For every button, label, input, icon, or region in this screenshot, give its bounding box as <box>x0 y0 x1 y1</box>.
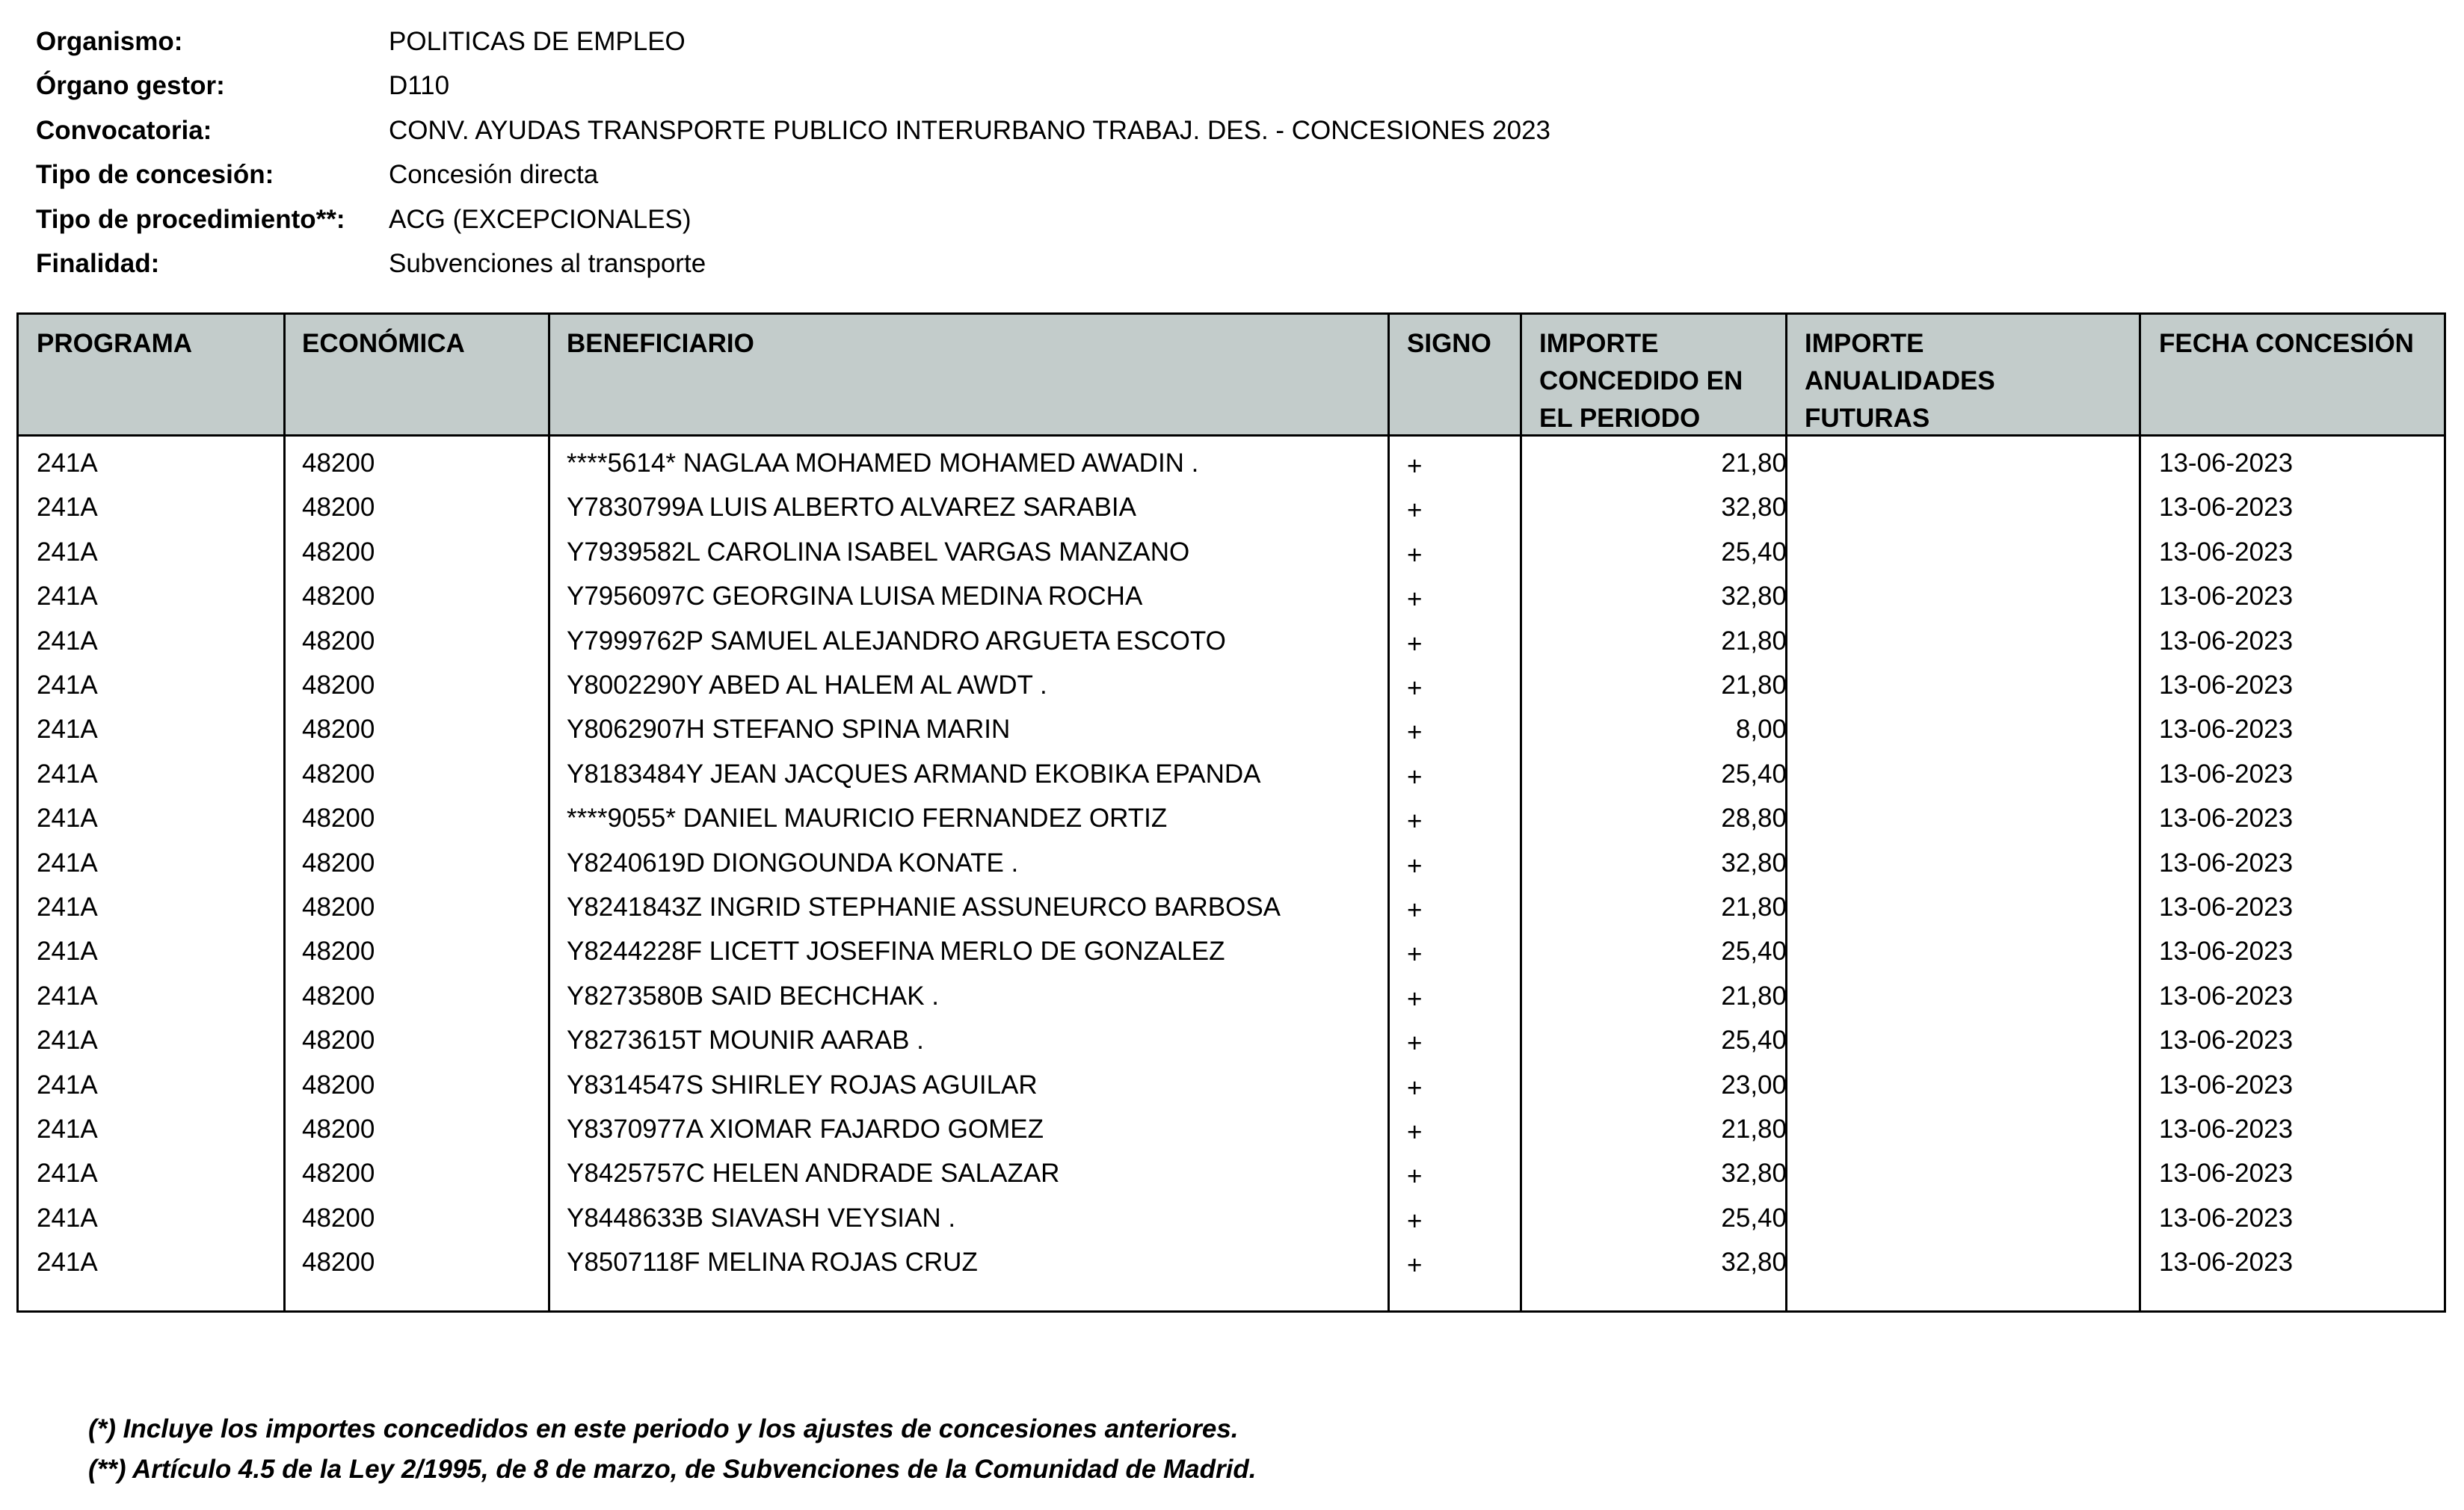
cell-economica: 48200 <box>302 1203 375 1233</box>
cell-fecha: 13-06-2023 <box>2159 537 2294 567</box>
cell-programa: 241A <box>37 1026 98 1056</box>
cell-economica: 48200 <box>302 893 375 922</box>
cell-beneficiario: ****5614* NAGLAA MOHAMED MOHAMED AWADIN . <box>567 449 1199 478</box>
cell-importe: 32,80 <box>1721 493 1787 523</box>
cell-programa: 241A <box>37 1248 98 1278</box>
header-line: CONCEDIDO EN <box>1539 366 1743 395</box>
cell-importe: 28,80 <box>1721 804 1787 833</box>
cell-fecha: 13-06-2023 <box>2159 759 2294 789</box>
cell-importe: 21,80 <box>1721 981 1787 1011</box>
table-header <box>19 315 2444 437</box>
cell-anualidades <box>1805 663 2134 707</box>
cell-programa: 241A <box>37 537 98 567</box>
cell-beneficiario: ****9055* DANIEL MAURICIO FERNANDEZ ORTIZ <box>567 804 1168 833</box>
cell-programa: 241A <box>37 493 98 523</box>
cell-programa: 241A <box>37 848 98 878</box>
cell-anualidades <box>1805 885 2134 929</box>
cell-beneficiario: Y8507118F MELINA ROJAS CRUZ <box>567 1248 978 1278</box>
cell-fecha: 13-06-2023 <box>2159 493 2294 523</box>
cell-beneficiario: Y8448633B SIAVASH VEYSIAN . <box>567 1203 956 1233</box>
cell-anualidades <box>1805 841 2134 885</box>
cell-beneficiario: Y8370977A XIOMAR FAJARDO GOMEZ <box>567 1115 1044 1144</box>
cell-programa: 241A <box>37 449 98 478</box>
cell-anualidades <box>1805 530 2134 574</box>
cell-economica: 48200 <box>302 848 375 878</box>
cell-anualidades <box>1805 1240 2134 1284</box>
cell-importe: 21,80 <box>1721 893 1787 922</box>
meta-label: Organismo: <box>36 26 183 56</box>
cell-signo: + <box>1407 1073 1423 1103</box>
cell-economica: 48200 <box>302 671 375 700</box>
meta-row-organismo <box>36 19 1550 64</box>
meta-row-tipo-procedimiento <box>36 197 1550 242</box>
cell-fecha: 13-06-2023 <box>2159 1203 2294 1233</box>
cell-signo: + <box>1407 540 1423 570</box>
cell-importe: 32,80 <box>1721 848 1787 878</box>
meta-label: Tipo de concesión: <box>36 160 274 190</box>
cell-signo: + <box>1407 984 1423 1014</box>
cell-beneficiario: Y8273580B SAID BECHCHAK . <box>567 981 940 1011</box>
cell-economica: 48200 <box>302 1159 375 1189</box>
cell-fecha: 13-06-2023 <box>2159 671 2294 700</box>
header-line: FUTURAS <box>1805 404 1930 433</box>
cell-importe: 25,40 <box>1721 759 1787 789</box>
col-header-importe-anualidades <box>1805 325 1995 437</box>
cell-economica: 48200 <box>302 626 375 656</box>
table-row <box>19 707 2444 751</box>
cell-importe: 32,80 <box>1721 1248 1787 1278</box>
cell-fecha: 13-06-2023 <box>2159 1248 2294 1278</box>
cell-beneficiario: Y8241843Z INGRID STEPHANIE ASSUNEURCO BARBOSA <box>567 893 1281 922</box>
cell-anualidades <box>1805 1196 2134 1240</box>
cell-anualidades <box>1805 485 2134 529</box>
cell-programa: 241A <box>37 715 98 745</box>
cell-economica: 48200 <box>302 582 375 611</box>
cell-anualidades <box>1805 574 2134 618</box>
table-row <box>19 841 2444 885</box>
cell-programa: 241A <box>37 1203 98 1233</box>
cell-signo: + <box>1407 1029 1423 1058</box>
meta-value: Concesión directa <box>389 160 599 190</box>
cell-beneficiario: Y8244228F LICETT JOSEFINA MERLO DE GONZALEZ <box>567 937 1225 967</box>
cell-anualidades <box>1805 619 2134 663</box>
cell-signo: + <box>1407 940 1423 970</box>
cell-economica: 48200 <box>302 1070 375 1100</box>
cell-economica: 48200 <box>302 981 375 1011</box>
table-row <box>19 929 2444 973</box>
cell-fecha: 13-06-2023 <box>2159 893 2294 922</box>
meta-row-organo-gestor <box>36 64 1550 109</box>
col-header-beneficiario: BENEFICIARIO <box>567 329 754 358</box>
cell-importe: 8,00 <box>1735 715 1787 745</box>
cell-anualidades <box>1805 974 2134 1018</box>
cell-programa: 241A <box>37 582 98 611</box>
table-row <box>19 885 2444 929</box>
cell-signo: + <box>1407 629 1423 659</box>
cell-importe: 23,00 <box>1721 1070 1787 1100</box>
cell-anualidades <box>1805 707 2134 751</box>
cell-programa: 241A <box>37 759 98 789</box>
cell-importe: 25,40 <box>1721 1203 1787 1233</box>
cell-anualidades <box>1805 929 2134 973</box>
table-row <box>19 441 2444 485</box>
cell-fecha: 13-06-2023 <box>2159 848 2294 878</box>
cell-beneficiario: Y7999762P SAMUEL ALEJANDRO ARGUETA ESCOTO <box>567 626 1226 656</box>
table-row <box>19 974 2444 1018</box>
cell-fecha: 13-06-2023 <box>2159 1159 2294 1189</box>
cell-fecha: 13-06-2023 <box>2159 626 2294 656</box>
meta-value: POLITICAS DE EMPLEO <box>389 26 686 56</box>
cell-economica: 48200 <box>302 715 375 745</box>
cell-fecha: 13-06-2023 <box>2159 937 2294 967</box>
cell-fecha: 13-06-2023 <box>2159 981 2294 1011</box>
cell-beneficiario: Y7956097C GEORGINA LUISA MEDINA ROCHA <box>567 582 1143 611</box>
col-header-fecha-concesion: FECHA CONCESIÓN <box>2159 329 2414 358</box>
cell-beneficiario: Y8273615T MOUNIR AARAB . <box>567 1026 924 1056</box>
cell-programa: 241A <box>37 937 98 967</box>
cell-signo: + <box>1407 1206 1423 1236</box>
cell-importe: 25,40 <box>1721 937 1787 967</box>
table-row <box>19 530 2444 574</box>
table-row <box>19 1151 2444 1195</box>
cell-programa: 241A <box>37 1115 98 1144</box>
table-row <box>19 752 2444 796</box>
cell-signo: + <box>1407 1251 1423 1281</box>
meta-row-tipo-concesion <box>36 153 1550 198</box>
cell-beneficiario: Y8314547S SHIRLEY ROJAS AGUILAR <box>567 1070 1038 1100</box>
cell-signo: + <box>1407 585 1423 614</box>
cell-anualidades <box>1805 441 2134 485</box>
cell-beneficiario: Y8240619D DIONGOUNDA KONATE . <box>567 848 1019 878</box>
cell-signo: + <box>1407 1118 1423 1147</box>
cell-signo: + <box>1407 452 1423 481</box>
col-header-economica: ECONÓMICA <box>302 329 465 358</box>
cell-fecha: 13-06-2023 <box>2159 1115 2294 1144</box>
cell-signo: + <box>1407 896 1423 925</box>
cell-importe: 21,80 <box>1721 626 1787 656</box>
cell-programa: 241A <box>37 804 98 833</box>
meta-row-finalidad <box>36 242 1550 287</box>
cell-economica: 48200 <box>302 937 375 967</box>
table-row <box>19 485 2444 529</box>
cell-importe: 32,80 <box>1721 1159 1787 1189</box>
cell-fecha: 13-06-2023 <box>2159 804 2294 833</box>
cell-fecha: 13-06-2023 <box>2159 1070 2294 1100</box>
cell-anualidades <box>1805 1107 2134 1151</box>
table-row <box>19 796 2444 840</box>
cell-anualidades <box>1805 752 2134 796</box>
meta-value: CONV. AYUDAS TRANSPORTE PUBLICO INTERURBANO TRABAJ. DES. - CONCESIONES 2023 <box>389 115 1551 145</box>
cell-programa: 241A <box>37 1070 98 1100</box>
cell-programa: 241A <box>37 671 98 700</box>
concessions-table <box>16 312 2446 1313</box>
cell-anualidades <box>1805 796 2134 840</box>
cell-programa: 241A <box>37 626 98 656</box>
cell-signo: + <box>1407 762 1423 792</box>
cell-fecha: 13-06-2023 <box>2159 1026 2294 1056</box>
cell-beneficiario: Y8183484Y JEAN JACQUES ARMAND EKOBIKA EPANDA <box>567 759 1261 789</box>
cell-economica: 48200 <box>302 1115 375 1144</box>
cell-beneficiario: Y8425757C HELEN ANDRADE SALAZAR <box>567 1159 1060 1189</box>
meta-label: Convocatoria: <box>36 115 212 145</box>
meta-label: Órgano gestor: <box>36 71 225 101</box>
cell-beneficiario: Y7939582L CAROLINA ISABEL VARGAS MANZANO <box>567 537 1190 567</box>
table-row <box>19 1107 2444 1151</box>
cell-anualidades <box>1805 1018 2134 1062</box>
footnote-articulo: (**) Artículo 4.5 de la Ley 2/1995, de 8 de marzo, de Subvenciones de la Comunidad de Madrid. <box>88 1455 1257 1484</box>
cell-beneficiario: Y7830799A LUIS ALBERTO ALVAREZ SARABIA <box>567 493 1137 523</box>
table-row <box>19 619 2444 663</box>
cell-importe: 21,80 <box>1721 671 1787 700</box>
cell-economica: 48200 <box>302 449 375 478</box>
cell-importe: 25,40 <box>1721 537 1787 567</box>
cell-fecha: 13-06-2023 <box>2159 449 2294 478</box>
cell-fecha: 13-06-2023 <box>2159 582 2294 611</box>
header-line: IMPORTE <box>1539 329 1659 358</box>
cell-economica: 48200 <box>302 1248 375 1278</box>
cell-fecha: 13-06-2023 <box>2159 715 2294 745</box>
table-row <box>19 1063 2444 1107</box>
cell-anualidades <box>1805 1151 2134 1195</box>
cell-beneficiario: Y8002290Y ABED AL HALEM AL AWDT . <box>567 671 1047 700</box>
cell-economica: 48200 <box>302 804 375 833</box>
cell-signo: + <box>1407 718 1423 748</box>
meta-label: Finalidad: <box>36 249 160 279</box>
cell-programa: 241A <box>37 981 98 1011</box>
table-row <box>19 1196 2444 1240</box>
cell-signo: + <box>1407 674 1423 703</box>
meta-value: ACG (EXCEPCIONALES) <box>389 204 692 234</box>
cell-economica: 48200 <box>302 1026 375 1056</box>
col-header-signo: SIGNO <box>1407 329 1491 358</box>
metadata-block <box>36 19 1550 286</box>
cell-economica: 48200 <box>302 493 375 523</box>
cell-importe: 32,80 <box>1721 582 1787 611</box>
table-row <box>19 663 2444 707</box>
cell-signo: + <box>1407 1162 1423 1192</box>
header-line: ANUALIDADES <box>1805 366 1995 395</box>
cell-signo: + <box>1407 807 1423 836</box>
col-header-programa: PROGRAMA <box>37 329 193 358</box>
cell-signo: + <box>1407 851 1423 881</box>
cell-economica: 48200 <box>302 759 375 789</box>
cell-programa: 241A <box>37 1159 98 1189</box>
col-header-importe-concedido <box>1539 325 1743 437</box>
meta-row-convocatoria <box>36 108 1550 153</box>
cell-economica: 48200 <box>302 537 375 567</box>
footnote-importes: (*) Incluye los importes concedidos en este periodo y los ajustes de concesiones anteriores. <box>88 1414 1239 1443</box>
table-row <box>19 1018 2444 1062</box>
cell-importe: 21,80 <box>1721 1115 1787 1144</box>
header-line: IMPORTE <box>1805 329 1924 358</box>
cell-beneficiario: Y8062907H STEFANO SPINA MARIN <box>567 715 1011 745</box>
cell-programa: 241A <box>37 893 98 922</box>
meta-label: Tipo de procedimiento**: <box>36 204 345 234</box>
cell-importe: 21,80 <box>1721 449 1787 478</box>
meta-value: D110 <box>389 71 450 101</box>
cell-signo: + <box>1407 496 1423 526</box>
cell-anualidades <box>1805 1063 2134 1107</box>
table-row <box>19 574 2444 618</box>
footnotes <box>88 1409 1256 1490</box>
meta-value: Subvenciones al transporte <box>389 249 706 279</box>
table-row <box>19 1240 2444 1284</box>
cell-importe: 25,40 <box>1721 1026 1787 1056</box>
header-line: EL PERIODO <box>1539 404 1701 433</box>
